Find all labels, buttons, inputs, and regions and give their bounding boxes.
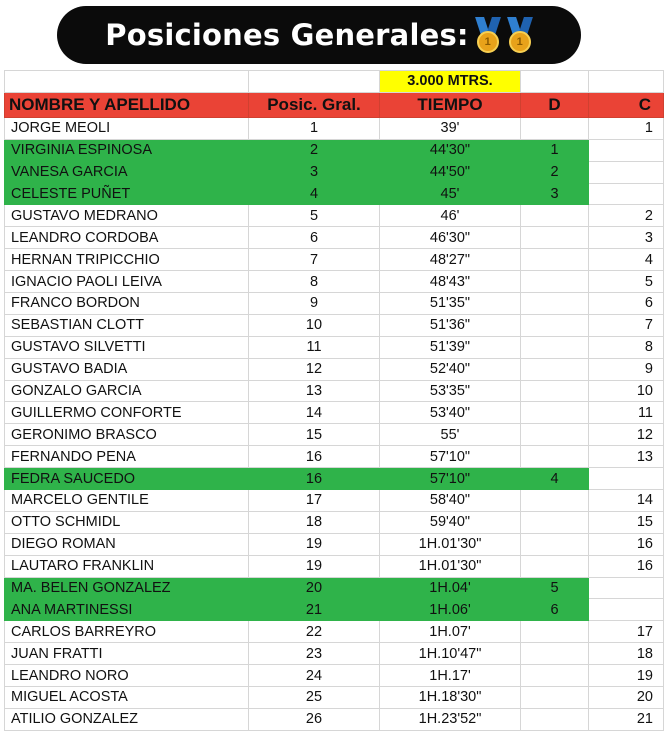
cell-position: 4 [249, 183, 380, 205]
cell-position: 21 [249, 599, 380, 621]
cell-position: 23 [249, 643, 380, 665]
column-header-time: TIEMPO [380, 92, 521, 117]
cell-time: 1H.23'52" [380, 708, 521, 730]
table-row [5, 424, 664, 446]
cell-d [521, 314, 589, 336]
cell-name: CELESTE PUÑET [5, 183, 249, 205]
table-row [5, 643, 664, 665]
table-row [5, 314, 664, 336]
cell-position: 20 [249, 577, 380, 599]
cell-d: 2 [521, 161, 589, 183]
cell-position: 24 [249, 665, 380, 687]
cell-c: 20 [589, 687, 664, 709]
table-row [5, 183, 664, 205]
gold-medal-icon: 1 [475, 15, 501, 55]
cell-name: VANESA GARCIA [5, 161, 249, 183]
cell-position: 14 [249, 402, 380, 424]
cell-time: 57'10" [380, 468, 521, 490]
cell-name: HERNAN TRIPICCHIO [5, 249, 249, 271]
distance-row [5, 71, 664, 93]
cell-name: FEDRA SAUCEDO [5, 468, 249, 490]
cell-position: 11 [249, 336, 380, 358]
table-row [5, 336, 664, 358]
cell-d [521, 117, 589, 139]
cell-d [521, 490, 589, 512]
cell-d [521, 402, 589, 424]
cell-c: 16 [589, 533, 664, 555]
cell-d [521, 271, 589, 293]
cell-c: 3 [589, 227, 664, 249]
cell-c: 10 [589, 380, 664, 402]
cell-time: 45' [380, 183, 521, 205]
cell-name: FERNANDO PENA [5, 446, 249, 468]
cell-name: MA. BELEN GONZALEZ [5, 577, 249, 599]
table-row [5, 446, 664, 468]
cell-name: JUAN FRATTI [5, 643, 249, 665]
cell-time: 46'30" [380, 227, 521, 249]
cell-d [521, 643, 589, 665]
cell-name: GONZALO GARCIA [5, 380, 249, 402]
cell-c [589, 161, 664, 183]
cell-time: 39' [380, 117, 521, 139]
cell-time: 53'35" [380, 380, 521, 402]
cell-position: 8 [249, 271, 380, 293]
cell-d [521, 446, 589, 468]
cell-position: 15 [249, 424, 380, 446]
table-row [5, 621, 664, 643]
cell-d: 4 [521, 468, 589, 490]
cell-d [521, 687, 589, 709]
cell-time: 44'30" [380, 139, 521, 161]
cell-c [589, 183, 664, 205]
cell-name: DIEGO ROMAN [5, 533, 249, 555]
cell-d [521, 665, 589, 687]
cell-position: 2 [249, 139, 380, 161]
cell-time: 1H.04' [380, 577, 521, 599]
cell-name: OTTO SCHMIDL [5, 511, 249, 533]
cell-name: JORGE MEOLI [5, 117, 249, 139]
gold-medal-icon: 1 [507, 15, 533, 55]
table-row [5, 358, 664, 380]
cell-name: MIGUEL ACOSTA [5, 687, 249, 709]
cell-position: 19 [249, 555, 380, 577]
cell-c: 9 [589, 358, 664, 380]
table-row [5, 708, 664, 730]
cell-d [521, 424, 589, 446]
cell-c: 5 [589, 271, 664, 293]
cell-name: CARLOS BARREYRO [5, 621, 249, 643]
cell-name: GUSTAVO SILVETTI [5, 336, 249, 358]
cell-time: 1H.17' [380, 665, 521, 687]
cell-time: 44'50" [380, 161, 521, 183]
table-row [5, 555, 664, 577]
cell-c [589, 139, 664, 161]
cell-d [521, 358, 589, 380]
column-header-name: NOMBRE Y APELLIDO [5, 92, 249, 117]
cell-d [521, 205, 589, 227]
table-row [5, 511, 664, 533]
cell-time: 1H.06' [380, 599, 521, 621]
cell-position: 22 [249, 621, 380, 643]
cell-time: 1H.07' [380, 621, 521, 643]
cell-d: 1 [521, 139, 589, 161]
cell-position: 10 [249, 314, 380, 336]
cell-c [589, 468, 664, 490]
cell-name: MARCELO GENTILE [5, 490, 249, 512]
cell-name: LEANDRO NORO [5, 665, 249, 687]
cell-time: 55' [380, 424, 521, 446]
cell-name: GUILLERMO CONFORTE [5, 402, 249, 424]
cell-c: 12 [589, 424, 664, 446]
cell-c: 6 [589, 293, 664, 315]
table-row [5, 117, 664, 139]
cell-time: 52'40" [380, 358, 521, 380]
cell-time: 51'35" [380, 293, 521, 315]
cell-time: 1H.10'47" [380, 643, 521, 665]
cell-d [521, 621, 589, 643]
table-row [5, 687, 664, 709]
cell-name: GUSTAVO BADIA [5, 358, 249, 380]
cell-position: 12 [249, 358, 380, 380]
distance-label: 3.000 MTRS. [380, 71, 521, 93]
cell-position: 25 [249, 687, 380, 709]
cell-c: 14 [589, 490, 664, 512]
cell-time: 57'10" [380, 446, 521, 468]
cell-c: 16 [589, 555, 664, 577]
column-header-pos: Posic. Gral. [249, 92, 380, 117]
cell-d [521, 708, 589, 730]
cell-c: 13 [589, 446, 664, 468]
column-header-c: C [589, 92, 664, 117]
cell-name: GERONIMO BRASCO [5, 424, 249, 446]
cell-c: 8 [589, 336, 664, 358]
cell-c: 7 [589, 314, 664, 336]
cell-d [521, 336, 589, 358]
cell-d [521, 293, 589, 315]
cell-position: 16 [249, 446, 380, 468]
table-row [5, 271, 664, 293]
cell-c [589, 577, 664, 599]
banner-title: Posiciones Generales: [105, 18, 469, 52]
cell-c [589, 599, 664, 621]
cell-c: 18 [589, 643, 664, 665]
cell-time: 53'40" [380, 402, 521, 424]
table-row [5, 490, 664, 512]
cell-name: IGNACIO PAOLI LEIVA [5, 271, 249, 293]
cell-position: 9 [249, 293, 380, 315]
cell-position: 26 [249, 708, 380, 730]
table-row [5, 139, 664, 161]
cell-c: 15 [589, 511, 664, 533]
cell-name: ATILIO GONZALEZ [5, 708, 249, 730]
cell-name: ANA MARTINESSI [5, 599, 249, 621]
cell-position: 17 [249, 490, 380, 512]
cell-d [521, 249, 589, 271]
cell-name: LAUTARO FRANKLIN [5, 555, 249, 577]
cell-c: 11 [589, 402, 664, 424]
cell-position: 1 [249, 117, 380, 139]
cell-name: SEBASTIAN CLOTT [5, 314, 249, 336]
results-table [4, 70, 664, 731]
cell-c: 21 [589, 708, 664, 730]
cell-name: LEANDRO CORDOBA [5, 227, 249, 249]
column-header-d: D [521, 92, 589, 117]
table-row [5, 577, 664, 599]
title-banner [57, 6, 581, 64]
table-row [5, 402, 664, 424]
cell-position: 7 [249, 249, 380, 271]
cell-position: 18 [249, 511, 380, 533]
cell-time: 59'40" [380, 511, 521, 533]
cell-c: 1 [589, 117, 664, 139]
cell-c: 4 [589, 249, 664, 271]
cell-time: 58'40" [380, 490, 521, 512]
cell-time: 1H.01'30" [380, 555, 521, 577]
cell-position: 19 [249, 533, 380, 555]
cell-time: 1H.18'30" [380, 687, 521, 709]
results-sheet [4, 70, 653, 731]
cell-d: 6 [521, 599, 589, 621]
table-row [5, 293, 664, 315]
table-row [5, 249, 664, 271]
cell-time: 48'43" [380, 271, 521, 293]
table-row [5, 205, 664, 227]
table-row [5, 599, 664, 621]
cell-position: 6 [249, 227, 380, 249]
table-row [5, 468, 664, 490]
cell-c: 19 [589, 665, 664, 687]
cell-name: GUSTAVO MEDRANO [5, 205, 249, 227]
cell-position: 3 [249, 161, 380, 183]
cell-d: 5 [521, 577, 589, 599]
cell-time: 51'39" [380, 336, 521, 358]
cell-d [521, 511, 589, 533]
cell-d: 3 [521, 183, 589, 205]
table-row [5, 380, 664, 402]
cell-name: FRANCO BORDON [5, 293, 249, 315]
cell-position: 16 [249, 468, 380, 490]
cell-name: VIRGINIA ESPINOSA [5, 139, 249, 161]
cell-d [521, 380, 589, 402]
table-row [5, 665, 664, 687]
cell-position: 5 [249, 205, 380, 227]
cell-c: 2 [589, 205, 664, 227]
cell-time: 48'27" [380, 249, 521, 271]
cell-d [521, 227, 589, 249]
table-row [5, 161, 664, 183]
table-row [5, 533, 664, 555]
table-row [5, 227, 664, 249]
cell-time: 1H.01'30" [380, 533, 521, 555]
header-row [5, 92, 664, 117]
cell-time: 51'36" [380, 314, 521, 336]
cell-d [521, 555, 589, 577]
cell-d [521, 533, 589, 555]
cell-time: 46' [380, 205, 521, 227]
cell-position: 13 [249, 380, 380, 402]
cell-c: 17 [589, 621, 664, 643]
